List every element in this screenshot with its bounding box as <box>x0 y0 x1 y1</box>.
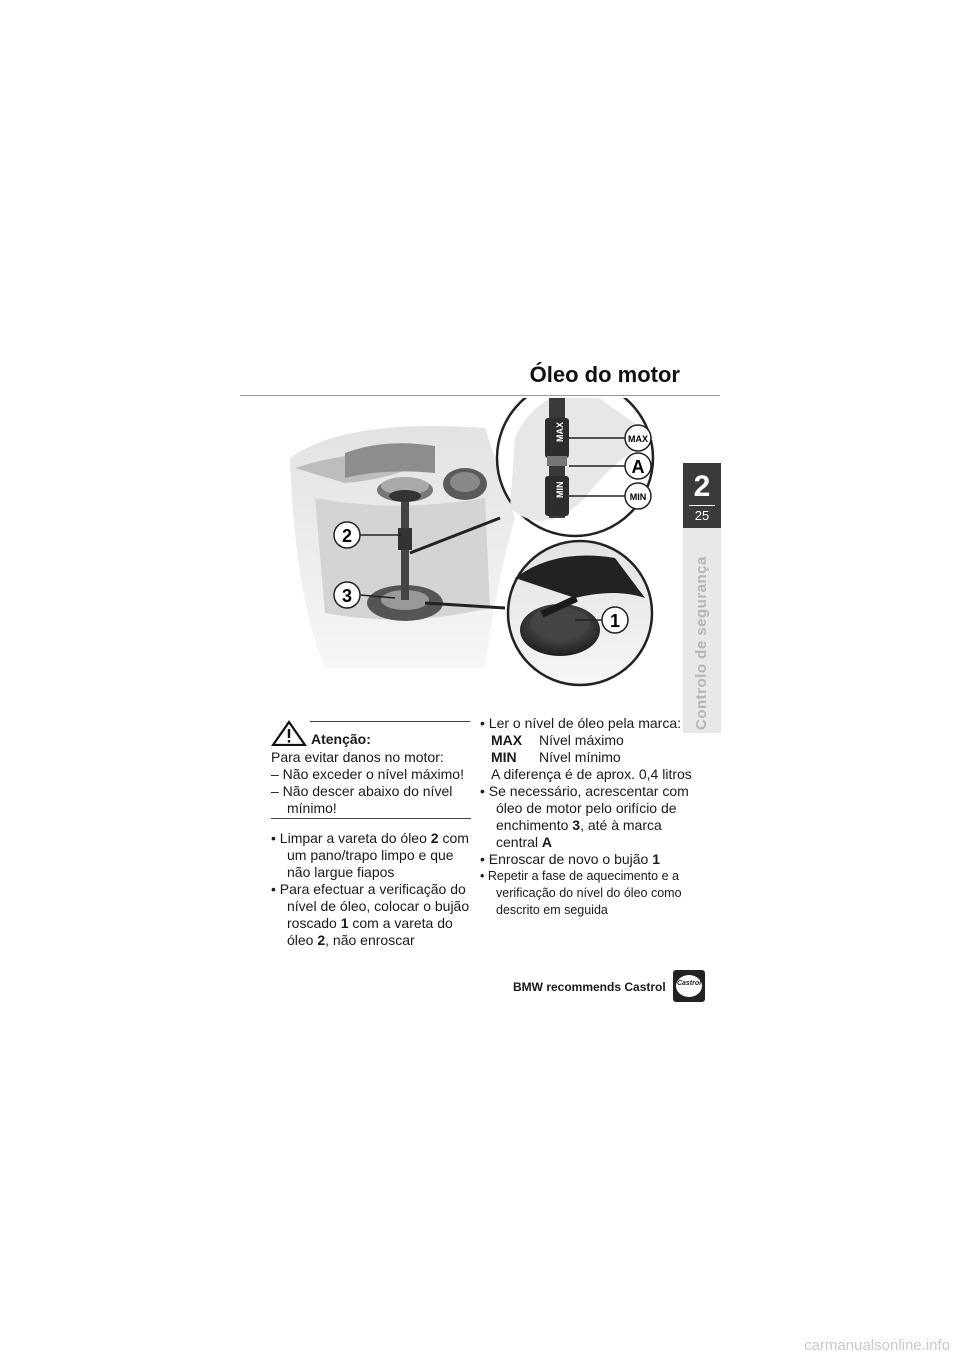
dipstick-min-mark: MIN <box>555 481 565 498</box>
warning-rule <box>310 721 470 722</box>
dipstick-max-mark: MAX <box>555 422 565 442</box>
page-number: 25 <box>694 508 710 523</box>
callout-min: MIN <box>629 492 647 502</box>
warning-item: – Não descer abaixo do nível mínimo! <box>271 783 453 816</box>
oil-dipstick-illustration <box>285 398 665 688</box>
warning-title: Atenção: <box>311 731 371 747</box>
level-difference: A diferença é de aprox. 0,4 litros <box>491 766 692 782</box>
title-rule <box>240 395 720 396</box>
watermark: carmanualsonline.info <box>804 1337 950 1354</box>
steps-right <box>480 715 695 919</box>
step-repeat: • Repetir a fase de aquecimento e a verificação do nível do óleo como descrito em seguida <box>480 869 682 917</box>
warning-icon <box>271 720 307 746</box>
step-add-oil: • Se necessário, acrescentar com óleo de motor pelo orifício de enchimento 3, até à marca central A <box>480 783 689 850</box>
page-title: Óleo do motor <box>529 362 680 387</box>
castrol-logo <box>673 970 705 1002</box>
chapter-tab <box>683 463 721 528</box>
step-clean-dipstick: • Limpar a vareta do óleo 2 com um pano/trapo limpo e que não largue fiapos <box>271 830 469 880</box>
step-insert-plug: • Para efectuar a verificação do nível de óleo, colocar o bujão roscado 1 com a vareta do óleo 2, não enroscar <box>271 881 470 948</box>
warning-text <box>271 749 471 817</box>
callout-2: 2 <box>341 526 353 546</box>
mark-max-row: MAX Nível máximo <box>491 732 624 748</box>
callout-1: 1 <box>609 611 621 631</box>
mark-min-row: MIN Nível mínimo <box>491 749 621 765</box>
chapter-divider <box>689 505 715 506</box>
castrol-logo-text: Castrol <box>676 980 702 987</box>
brand-text: BMW recommends Castrol <box>513 980 666 994</box>
callout-a: A <box>631 457 645 477</box>
warning-item: – Não exceder o nível máximo! <box>271 766 464 782</box>
warning-intro: Para evitar danos no motor: <box>271 749 444 765</box>
callout-max: MAX <box>628 434 648 444</box>
chapter-label: Controlo de segurança <box>693 556 710 730</box>
warning-bottom-rule <box>271 818 471 819</box>
steps-left <box>271 830 471 949</box>
step-read-level: • Ler o nível de óleo pela marca: <box>480 715 682 731</box>
chapter-number: 2 <box>693 470 711 503</box>
step-screw-plug: • Enroscar de novo o bujão 1 <box>480 851 661 867</box>
callout-3: 3 <box>341 586 353 606</box>
